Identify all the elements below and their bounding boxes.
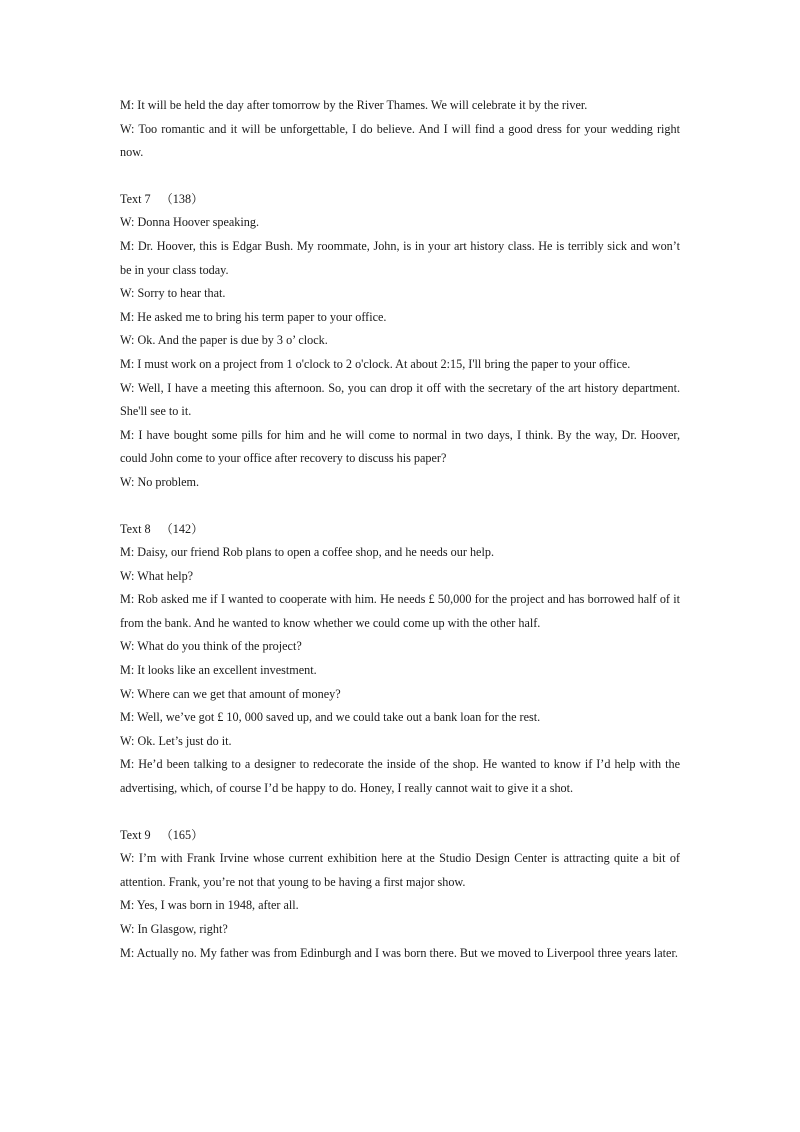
dialogue-line: W: Too romantic and it will be unforgettable, I do believe. And I will find a good dress for your wedding right now. <box>120 121 680 160</box>
section-title: Text 7 <box>120 191 151 206</box>
dialogue-line: W: Where can we get that amount of money? <box>120 686 341 701</box>
transcript-content <box>120 94 680 965</box>
section-heading <box>120 824 680 848</box>
dialogue-line: M: He asked me to bring his term paper to your office. <box>120 309 387 324</box>
dialogue-line: W: Well, I have a meeting this afternoon. So, you can drop it off with the secretary of the art history department. She'll see to it. <box>120 380 680 419</box>
dialogue-line: M: Rob asked me if I wanted to cooperate with him. He needs £ 50,000 for the project and has borrowed half of it from the bank. And he wanted to know whether we could come up with the other half. <box>120 592 680 630</box>
dialogue-line: M: It will be held the day after tomorrow by the River Thames. We will celebrate it by the river. <box>120 98 588 112</box>
dialogue-line: M: Well, we’ve got £ 10, 000 saved up, and we could take out a bank loan for the rest. <box>120 710 541 725</box>
dialogue-line: M: Daisy, our friend Rob plans to open a coffee shop, and he needs our help. <box>120 545 494 560</box>
dialogue-line: W: Donna Hoover speaking. <box>120 215 259 230</box>
word-count: （142） <box>160 521 204 536</box>
dialogue-line: M: He’d been talking to a designer to redecorate the inside of the shop. He wanted to know if I’d help with the advertising, which, of course I’d be happy to do. Honey, I really cannot wait to give it a shot. <box>120 757 680 796</box>
dialogue-line: W: What do you think of the project? <box>120 639 302 654</box>
section-title: Text 8 <box>120 521 151 536</box>
dialogue-line: M: Dr. Hoover, this is Edgar Bush. My roommate, John, is in your art history class. He is terribly sick and won’t be in your class today. <box>120 238 680 277</box>
dialogue-line: M: I must work on a project from 1 o'clock to 2 o'clock. At about 2:15, I'll bring the paper to your office. <box>120 356 631 371</box>
dialogue-line: W: I’m with Frank Irvine whose current exhibition here at the Studio Design Center is attracting quite a bit of attention. Frank, you’re not that young to be having a first major show. <box>120 851 680 889</box>
dialogue-line: M: It looks like an excellent investment. <box>120 663 317 678</box>
word-count: （165） <box>160 827 204 842</box>
dialogue-line: W: What help? <box>120 568 194 583</box>
dialogue-line: W: Ok. And the paper is due by 3 o’ clock. <box>120 333 328 348</box>
dialogue-line: M: Actually no. My father was from Edinburgh and I was born there. But we moved to Liverpool three years later. <box>120 945 678 960</box>
dialogue-line: W: No problem. <box>120 474 200 489</box>
section-heading <box>120 518 680 542</box>
dialogue-line: W: Sorry to hear that. <box>120 286 226 301</box>
word-count: （138） <box>160 191 204 206</box>
section-heading <box>120 188 680 212</box>
dialogue-line: W: In Glasgow, right? <box>120 922 228 936</box>
dialogue-line: W: Ok. Let’s just do it. <box>120 733 232 748</box>
dialogue-line: M: Yes, I was born in 1948, after all. <box>120 898 299 913</box>
dialogue-line: M: I have bought some pills for him and he will come to normal in two days, I think. By the way, Dr. Hoover, could John come to your office after recovery to discuss his paper? <box>120 427 680 466</box>
section-title: Text 9 <box>120 827 151 842</box>
